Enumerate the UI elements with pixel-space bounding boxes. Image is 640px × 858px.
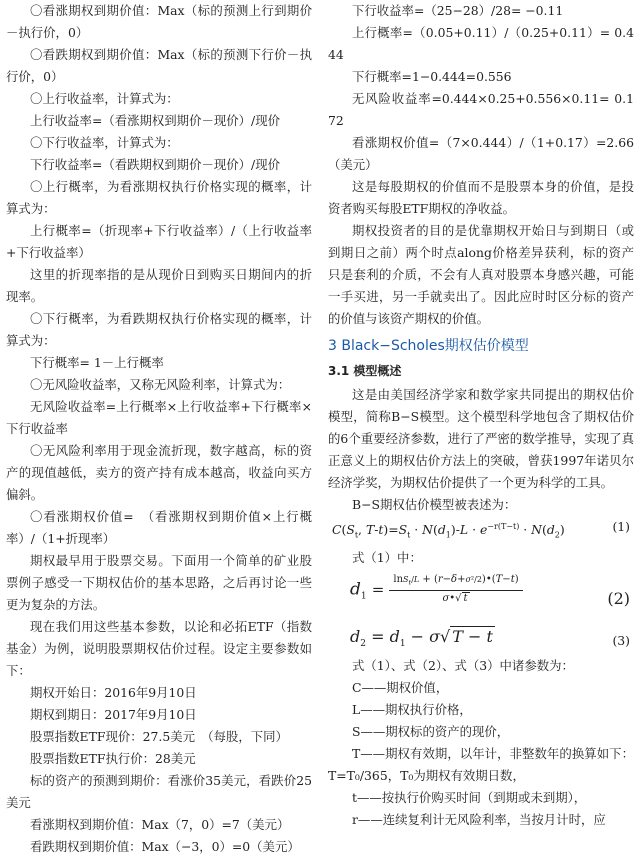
subsection-title: 3.1 模型概述 (328, 364, 402, 378)
formula-2: $d_1$ = $\frac{\ln S_t/L + (r-\delta+\sigma^2/2)•(T-t)}{\sigma•√ t}$ (2) (350, 573, 630, 608)
put-expiry-value: 看跌期权到期价值：Max（−3，0）=0（美元） (30, 839, 300, 854)
up-prob-calc: 上行概率=（0.05+0.11）/（0.25+0.11）= 0.444 (328, 25, 634, 62)
param-s: S——期权标的资产的现价， (352, 723, 510, 739)
down-prob-heading: 〇下行概率，为看跌期权执行价格实现的概率，计算式为： (6, 311, 312, 348)
call-value-formula: 〇看涨期权价值= （看涨期权到期价值×上行概率）/（1+折现率） (6, 509, 312, 546)
up-prob-heading: 〇上行概率，为看涨期权执行价格实现的概率，计算式为： (6, 179, 312, 216)
formula-3-number: (3) (612, 632, 630, 648)
bs-intro: 这是由美国经济学家和数学家共同提出的期权估价模型，简称B−S模型。这个模型科学地包含了期权估价的6个重要经济参数，进行了严密的数学推导，实现了真正意义上的期权估价方法上的突破，曾获1997年诺贝尔经济学奖，为期权估价提供了一个更为科学的工具。 (328, 387, 634, 490)
etf-strike: 股票指数ETF执行价：28美元 (30, 751, 196, 766)
riskfree-note: 〇无风险利率用于现金流折现，数字越高，标的资产的现值越低，卖方的资产持有成本越高，收益向买方偏斜。 (6, 443, 312, 502)
formula-1-where: 式（1）中： (352, 549, 422, 565)
riskfree-calc: 无风险收益率=0.444×0.25+0.556×0.11= 0.172 (328, 91, 634, 128)
etf-example-intro: 现在我们用这些基本参数，以论和必拓ETF（指数基金）为例，说明股票期权估价过程。设定主要参数如下： (6, 619, 312, 678)
forecast-prices: 标的资产的预测到期价：看涨价35美元，看跌价25美元 (6, 773, 312, 810)
param-l: L——期权执行价格， (352, 701, 472, 717)
down-return-heading: 〇下行收益率，计算式为： (30, 135, 179, 150)
right-column (328, 0, 634, 831)
formula-3: $d_2 = d_1 - \sigma√$ T − t (3) (350, 626, 630, 649)
param-t: T——期权有效期，以年计，非整数年的换算如下：T=T₀/365，T₀为期权有效期日数， (328, 745, 634, 783)
per-share-note: 这是每股期权的价值而不是股票本身的价值，是投资者购买每股ETF期权的净收益。 (328, 179, 634, 216)
down-return-formula: 下行收益率=（看跌期权到期价－现价）/现价 (30, 157, 280, 172)
start-date: 期权开始日：2016年9月10日 (30, 685, 197, 700)
up-prob-formula: 上行概率=（折现率+下行收益率）/（上行收益率+下行收益率） (6, 223, 312, 260)
call-expiry-value-def: 〇看涨期权到期价值：Max（标的预测上行到期价－执行价，0） (6, 3, 312, 40)
put-expiry-value-def: 〇看跌期权到期价值：Max（标的预测下行价－执行价，0） (6, 47, 312, 84)
param-c: C——期权价值， (352, 679, 449, 695)
expiry-date: 期权到期日：2017年9月10日 (30, 707, 197, 722)
params-intro: 式（1）、式（2）、式（3）中诸参数为： (352, 657, 574, 673)
formula-1-number: (1) (612, 519, 630, 534)
formula-2-number: (2) (607, 588, 630, 608)
left-column (6, 0, 312, 858)
investor-purpose: 期权投资者的目的是优靠期权开始日与到期日（或到期日之前）两个时点along价格差异获利，标的资产只是套利的介质，不会有人真对股票本身感兴趣，可能一手买进，另一手就卖出了。因此应时时区分标的资产的价值与该资产期权的价值。 (328, 223, 634, 326)
call-expiry-value: 看涨期权到期价值：Max（7，0）=7（美元） (30, 817, 290, 832)
param-r: r——连续复利计无风险利率，当按月计时，应 (352, 811, 606, 827)
down-prob-calc: 下行概率=1−0.444=0.556 (352, 69, 512, 84)
section-title: 3 Black−Scholes期权估价模型 (328, 338, 529, 354)
param-tt: t——按执行价购买时间（到期或未到期）， (352, 789, 587, 805)
up-return-formula: 上行收益率=（看涨期权到期价－现价）/现价 (30, 113, 280, 128)
discount-rate-note: 这里的折现率指的是从现价日到购买日期间内的折现率。 (6, 267, 312, 304)
stock-example-intro: 期权最早用于股票交易。下面用一个简单的矿业股票例子感受一下期权估价的基本思路，之后再讨论一些更为复杂的方法。 (6, 553, 312, 612)
riskfree-heading: 〇无风险收益率，又称无风险利率，计算式为： (30, 377, 291, 392)
up-return-heading: 〇上行收益率，计算式为： (30, 91, 179, 106)
riskfree-formula: 无风险收益率=上行概率×上行收益率+下行概率×下行收益率 (6, 399, 312, 436)
down-return-calc: 下行收益率=（25−28）/28= −0.11 (352, 3, 564, 18)
down-prob-formula: 下行概率= 1－上行概率 (30, 355, 164, 370)
etf-price: 股票指数ETF现价：27.5美元 （每股，下同） (30, 729, 288, 744)
call-value-calc: 看涨期权价值=（7×0.444）/（1+0.17）=2.66（美元） (328, 135, 634, 172)
formula-1: $C(S_t$, $T-t)=S_t \cdot N(d_1)-L \cdot e^{-r(T-t)} \cdot N(d_2)$ (1) (328, 516, 634, 547)
bs-model-expr: B−S期权估价模型被表述为： (352, 497, 517, 512)
